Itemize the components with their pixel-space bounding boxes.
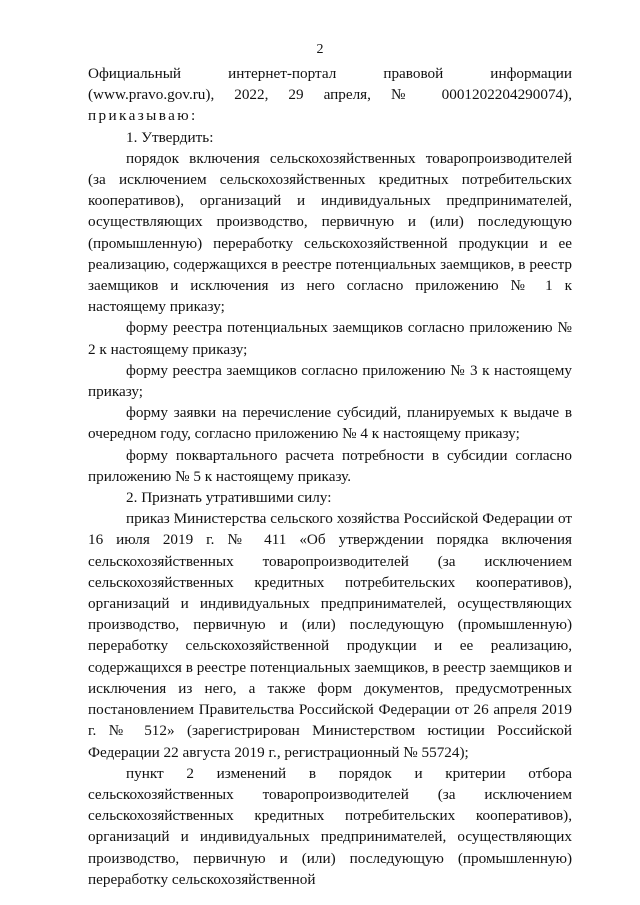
- paragraph-repealed-order: приказ Министерства сельского хозяйства Российской Федерации от 16 июля 2019 г. № 411 «Об утверждении порядка включения сельскохозяйственных товаропроизводителей (за исключением сельскохозяйственных кредитных потребительских кооперативов), организаций и индивидуальных предпринимателей, осуществляющих производство, первичную и (или) последующую (промышленную) переработку сельскохозяйственной продукции и ее реализацию, содержащихся в реестре потенциальных заемщиков, в реестр заемщиков и исключения из него, а также форм документов, предусмотренных постановлением Правительства Российской Федерации от 26 апреля 2019 г. № 512» (зарегистрирован Министерством юстиции Российской Федерации 22 августа 2019 г., регистрационный № 55724);: [88, 510, 572, 761]
- paragraph-form-borrowers-registry: форму реестра заемщиков согласно приложению № 3 к настоящему приказу;: [88, 361, 572, 401]
- paragraph-procedure: порядок включения сельскохозяйственных товаропроизводителей (за исключением сельскохозяйственных кредитных потребительских кооперативов), организаций и индивидуальных предпринимателей, осуществляющих производство, первичную и (или) последующую (промышленную) переработку сельскохозяйственной продукции и ее реализацию, содержащихся в реестре потенциальных заемщиков, в реестр заемщиков и исключения из него согласно приложению № 1 к настоящему приказу;: [88, 149, 572, 316]
- document-body: [88, 63, 572, 890]
- paragraph-form-quarterly-calc: форму поквартального расчета потребности в субсидии согласно приложению № 5 к настоящему приказу.: [88, 446, 572, 485]
- opening-text: Официальный интернет-портал правовой информации (www.pravo.gov.ru), 2022, 29 апреля, № 0001202204290074),: [88, 65, 572, 104]
- paragraph-repealed-item: пункт 2 изменений в порядок и критерии отбора сельскохозяйственных товаропроизводителей (за исключением сельскохозяйственных кредитных потребительских кооперативов), организаций и индивидуальных предпринимателей, осуществляющих производство, первичную и (или) последующую (промышленную) переработку сельскохозяйственной: [88, 764, 572, 888]
- opening-suffix: :: [191, 107, 196, 125]
- opening-paragraph: [88, 63, 572, 127]
- paragraph-form-potential-registry: форму реестра потенциальных заемщиков согласно приложению № 2 к настоящему приказу;: [88, 319, 572, 358]
- order-word: приказываю: [88, 107, 191, 125]
- paragraph-form-subsidy-request: форму заявки на перечисление субсидий, планируемых к выдаче в очередном году, согласно приложению № 4 к настоящему приказу;: [88, 404, 572, 443]
- page-number: 2: [316, 42, 324, 57]
- paragraph-repeal-heading: 2. Признать утратившими силу:: [126, 489, 332, 507]
- paragraph-approve-heading: 1. Утвердить:: [126, 128, 214, 146]
